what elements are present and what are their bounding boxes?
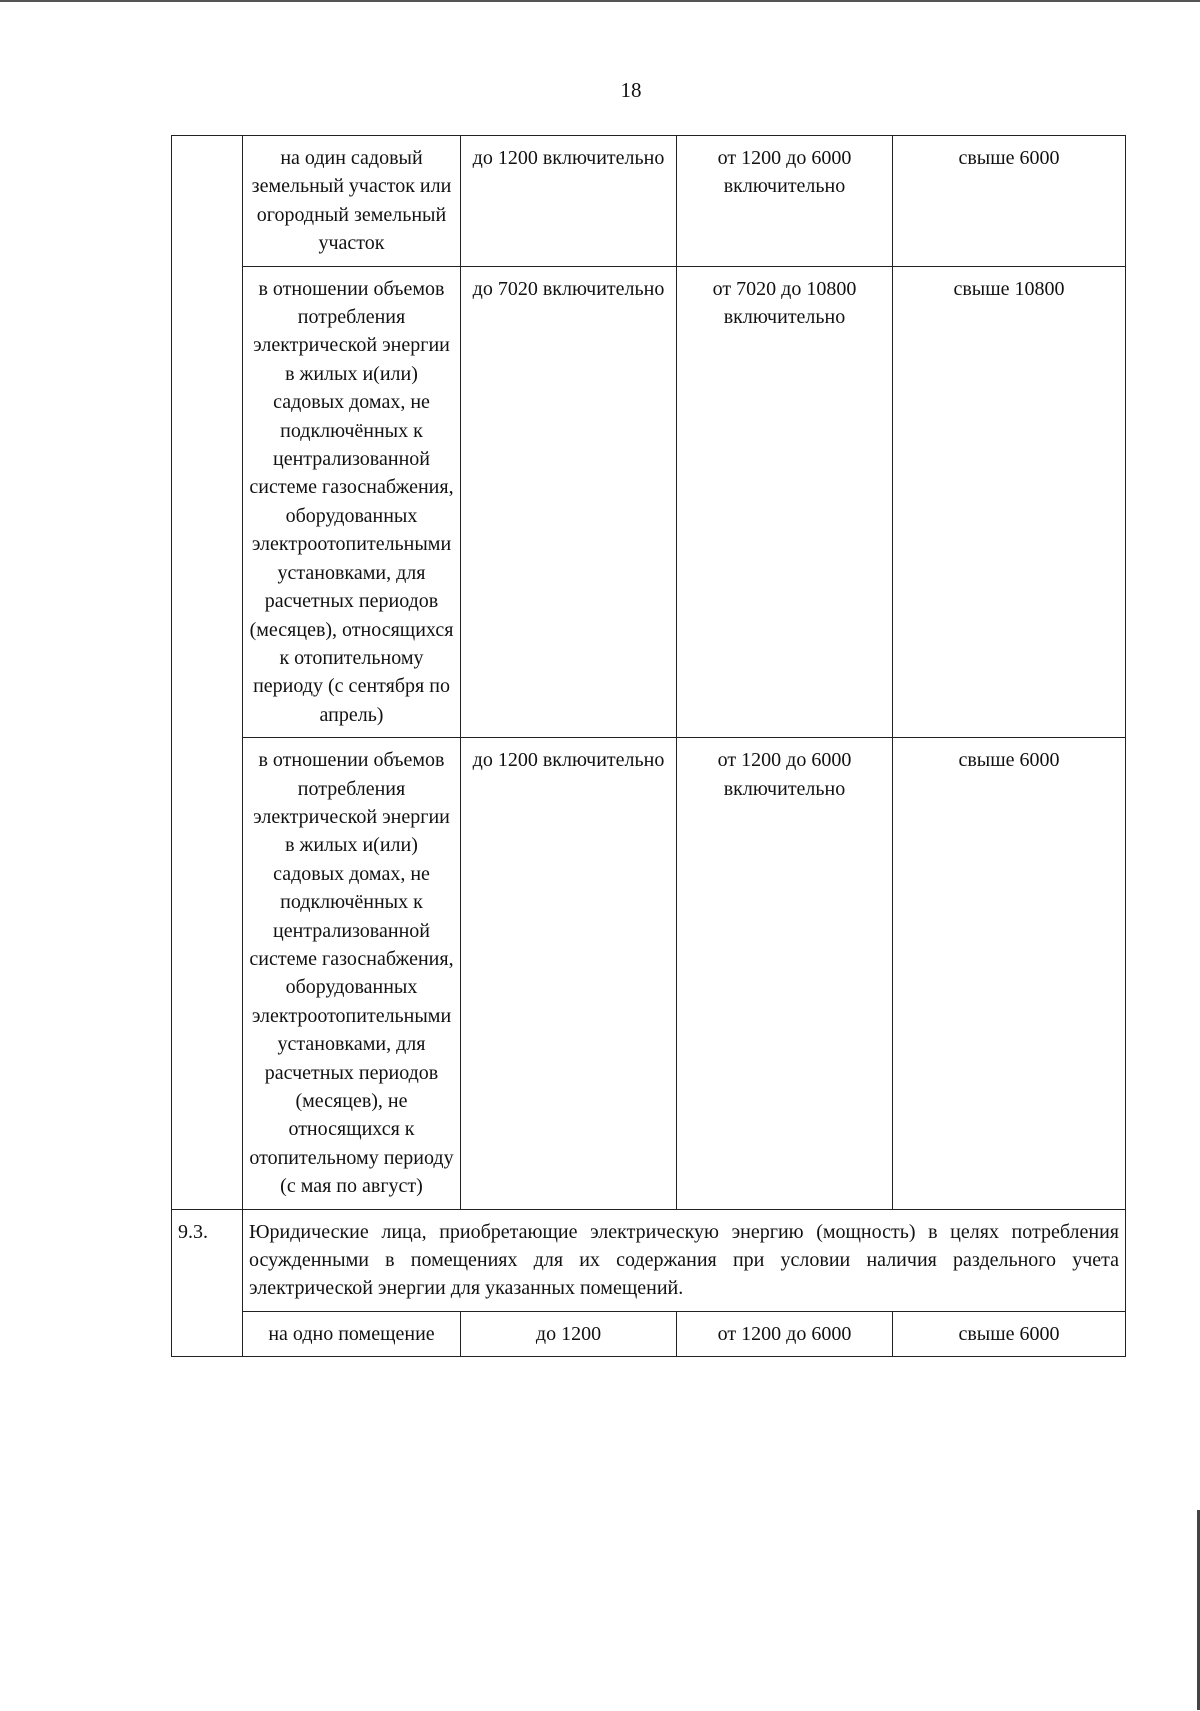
range-high-cell: свыше 6000 xyxy=(893,1311,1126,1356)
category-cell: на одно помещение xyxy=(243,1311,461,1356)
table-row xyxy=(172,136,1126,267)
row-number-cell xyxy=(172,136,243,1210)
range-mid-cell: от 1200 до 6000 включительно xyxy=(677,136,893,267)
range-low-cell: до 1200 xyxy=(461,1311,677,1356)
range-low-cell: до 1200 включительно xyxy=(461,136,677,267)
scan-top-border xyxy=(0,0,1200,2)
table-row xyxy=(172,1311,1126,1356)
tariff-table xyxy=(171,135,1126,1357)
table-row xyxy=(172,738,1126,1210)
page-number: 18 xyxy=(620,78,642,102)
category-cell: в отношении объемов потребления электрической энергии в жилых и(или) садовых домах, не подключённых к централизованной системе газоснабжения, оборудованных электроотопительными установками, для расчетных периодов (месяцев), не относящихся к отопительному периоду (с мая по август) xyxy=(243,738,461,1210)
category-cell: на один садовый земельный участок или огородный земельный участок xyxy=(243,136,461,267)
section-number-cell: 9.3. xyxy=(172,1209,243,1357)
range-high-cell: свыше 6000 xyxy=(893,136,1126,267)
category-cell: в отношении объемов потребления электрической энергии в жилых и(или) садовых домах, не подключённых к централизованной системе газоснабжения, оборудованных электроотопительными установками, для расчетных периодов (месяцев), относящихся к отопительному периоду (с сентября по апрель) xyxy=(243,266,461,738)
range-high-cell: свыше 6000 xyxy=(893,738,1126,1210)
range-high-cell: свыше 10800 xyxy=(893,266,1126,738)
table-row xyxy=(172,266,1126,738)
range-low-cell: до 1200 включительно xyxy=(461,738,677,1210)
section-row xyxy=(172,1209,1126,1311)
range-mid-cell: от 1200 до 6000 включительно xyxy=(677,738,893,1210)
range-low-cell: до 7020 включительно xyxy=(461,266,677,738)
section-description-cell: Юридические лица, приобретающие электрическую энергию (мощность) в целях потребления осужденными в помещениях для их содержания при условии наличия раздельного учета электрической энергии для указанных помещений. xyxy=(243,1209,1126,1311)
range-mid-cell: от 7020 до 10800 включительно xyxy=(677,266,893,738)
range-mid-cell: от 1200 до 6000 xyxy=(677,1311,893,1356)
